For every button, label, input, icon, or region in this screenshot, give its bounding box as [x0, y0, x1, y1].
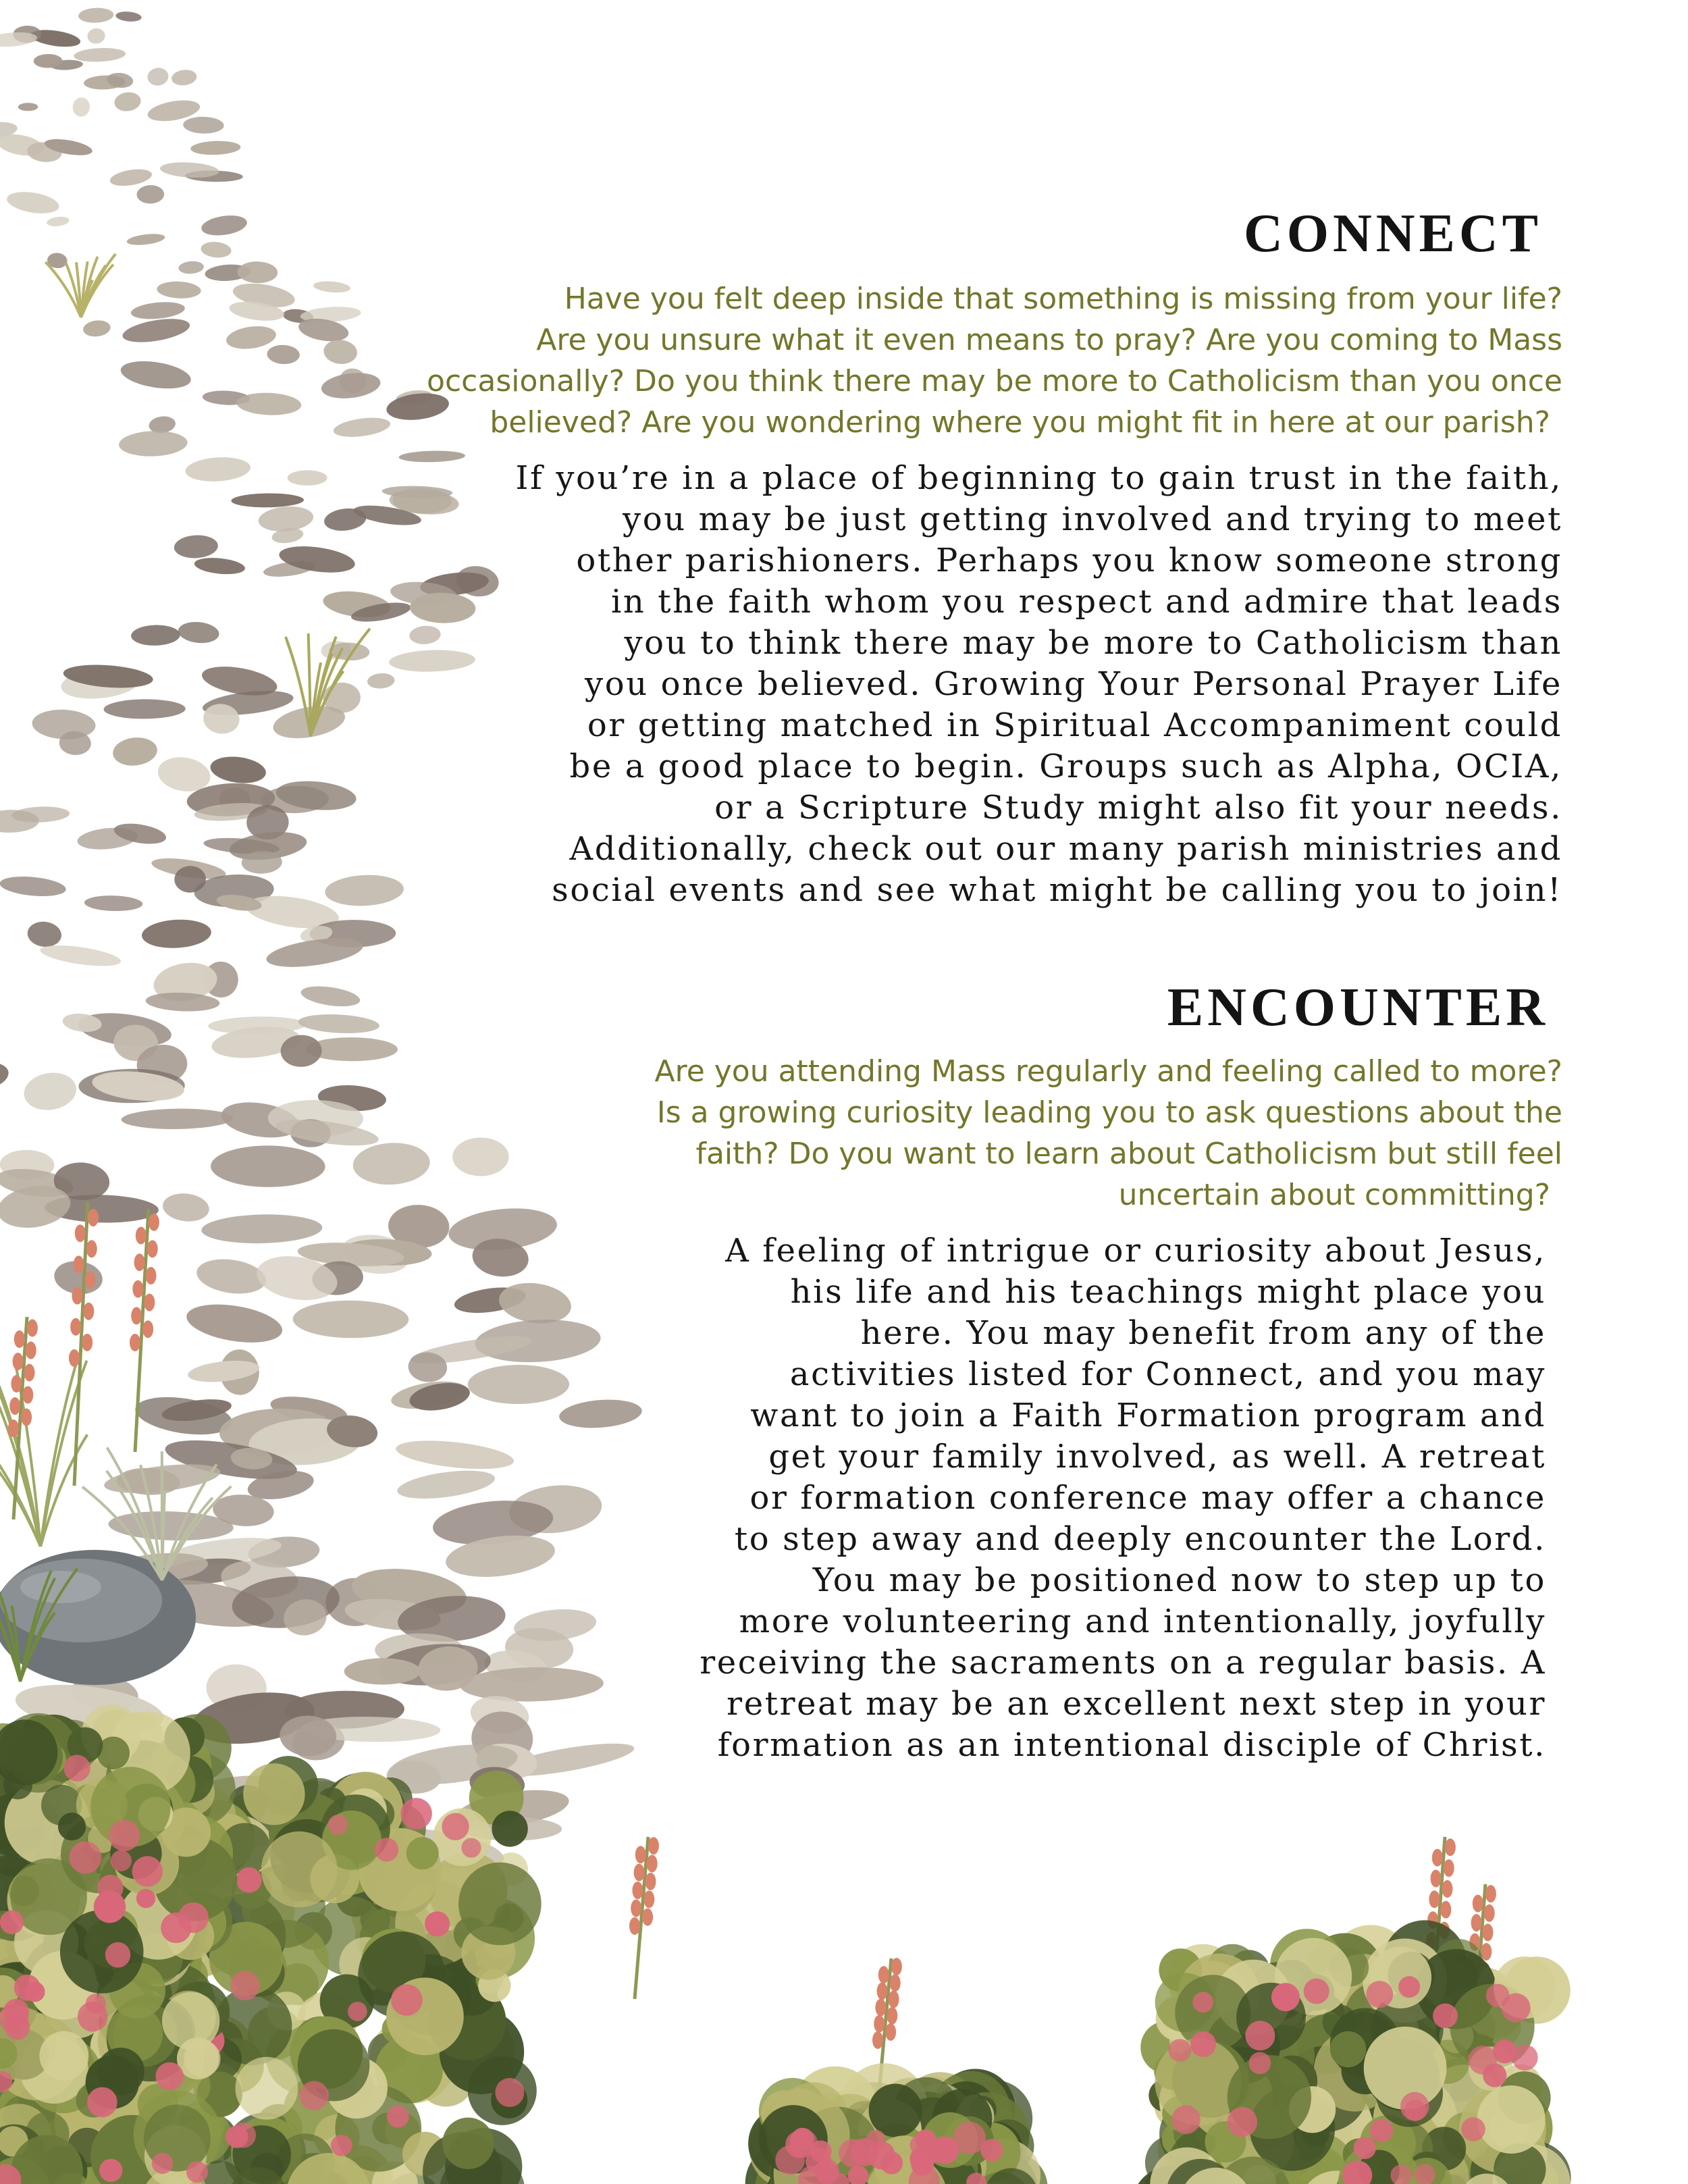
encounter-body-line: activities listed for Connect, and you may — [789, 1355, 1546, 1393]
flower-bud — [27, 1320, 38, 1337]
flower-bud — [69, 1349, 80, 1367]
flower-bud — [144, 1294, 155, 1311]
encounter-body-line: formation as an intentional disciple of Christ. — [717, 1726, 1546, 1764]
flower-bud — [131, 1307, 142, 1324]
connect-lead-line: Are you unsure what it even means to pray? Are you coming to Mass — [536, 323, 1562, 357]
pink-flower — [111, 1850, 132, 1871]
pink-flower — [1228, 2107, 1258, 2137]
pink-flower — [1404, 2100, 1426, 2121]
flower-bud — [83, 1303, 94, 1320]
flower-bud — [1483, 1924, 1494, 1942]
pink-flower — [1245, 2021, 1275, 2050]
pink-flower — [391, 1984, 423, 2016]
connect-section — [77, 204, 1562, 911]
pink-flower — [132, 1856, 163, 1886]
connect-body-line: social events and see what might be calling you to join! — [552, 871, 1562, 909]
encounter-body-line: here. You may benefit from any of the — [860, 1314, 1546, 1352]
flower-bud — [85, 1272, 96, 1289]
pink-flower — [980, 2139, 1003, 2161]
encounter-body — [280, 1230, 1546, 1766]
pink-flower — [3, 1999, 29, 2025]
stepping-stone — [121, 1108, 233, 1130]
connect-body-line: in the faith whom you respect and admire that leads — [610, 583, 1562, 621]
encounter-body-line: retreat may be an excellent next step in your — [727, 1685, 1546, 1723]
flower-bud — [891, 1958, 902, 1975]
stepping-stone — [115, 11, 142, 23]
encounter-lead-line: faith? Do you want to learn about Catholicism but still feel — [695, 1137, 1562, 1171]
stepping-stone — [5, 188, 61, 217]
encounter-lead-line: Is a growing curiosity leading you to ask questions about the — [656, 1095, 1562, 1130]
pink-flower — [1190, 2031, 1216, 2057]
flower-bud — [878, 1966, 889, 1983]
flower-bud — [889, 1991, 899, 2008]
stepping-stone — [86, 27, 106, 45]
pink-flower — [816, 2162, 839, 2184]
flower-bud — [22, 1386, 33, 1404]
flower-bud — [635, 1846, 646, 1863]
foliage — [261, 1831, 338, 1908]
flower-bud — [1485, 1885, 1496, 1902]
pink-flower — [136, 1889, 155, 1908]
connect-body-line: you may be just getting involved and trying to meet — [623, 500, 1562, 538]
connect-body-line: be a good place to begin. Groups such as Alpha, OCIA, — [569, 748, 1562, 785]
stepping-stone — [78, 7, 114, 24]
pink-flower — [425, 1911, 450, 1936]
pink-flower — [94, 1891, 126, 1923]
connect-body-line: you once believed. Growing Your Personal Prayer Life — [585, 665, 1562, 703]
stepping-stone — [0, 874, 67, 899]
pink-flower — [178, 1902, 209, 1933]
pink-flower — [300, 2081, 329, 2110]
foliage — [39, 2031, 88, 2081]
pink-flower — [442, 1813, 469, 1840]
pink-flower — [14, 1975, 41, 2001]
pink-flower — [1502, 1994, 1531, 2023]
stepping-stone — [183, 116, 224, 134]
pink-flower — [1354, 2137, 1376, 2159]
flower-bud — [1432, 1849, 1443, 1867]
flower-bud — [24, 1364, 35, 1382]
flower-bud — [14, 1330, 25, 1348]
flower-bud — [134, 1253, 145, 1271]
pink-flower — [70, 1842, 102, 1874]
encounter-body-line: his life and his teachings might place you — [790, 1273, 1546, 1311]
encounter-body-line: get your family involved, as well. A retreat — [768, 1438, 1546, 1476]
stepping-stone — [74, 47, 126, 63]
flower-bud — [9, 1397, 20, 1415]
pink-flower — [78, 2002, 108, 2032]
connect-body-line: Additionally, check out our many parish ministries and — [569, 830, 1562, 868]
connect-title: CONNECT — [1243, 204, 1542, 263]
flower-bud — [147, 1240, 158, 1257]
flower-bud — [75, 1224, 86, 1242]
flower-bud — [88, 1209, 99, 1226]
encounter-section — [280, 978, 1562, 1766]
stepping-stone — [46, 215, 70, 228]
encounter-body-line: or formation conference may offer a chance — [749, 1479, 1546, 1517]
flower-bud — [629, 1917, 640, 1935]
pink-flower — [231, 2123, 256, 2148]
pink-flower — [461, 1838, 481, 1858]
flower-bud — [1444, 1859, 1454, 1877]
foliage — [162, 1992, 219, 2050]
flower-bud — [11, 1375, 22, 1393]
flower-bud — [875, 1999, 886, 2017]
pink-flower — [331, 2135, 352, 2156]
pink-flower — [785, 2131, 813, 2158]
pink-flower — [1366, 1981, 1393, 2008]
encounter-body-line: to step away and deeply encounter the Lord. — [734, 1520, 1546, 1558]
stepping-stone — [171, 68, 198, 86]
foliage — [458, 1863, 542, 1946]
encounter-title: ENCOUNTER — [1167, 978, 1549, 1037]
pink-flower — [1493, 2039, 1516, 2063]
foliage — [60, 1910, 144, 1994]
flower-bud — [645, 1873, 656, 1890]
pink-flower — [186, 2161, 208, 2183]
foliage — [236, 2057, 298, 2120]
flower-bud — [1484, 1904, 1495, 1922]
encounter-body-line: want to join a Faith Formation program and — [750, 1397, 1546, 1434]
encounter-body-line: more volunteering and intentionally, joyfully — [739, 1603, 1546, 1640]
flower-bud — [26, 1342, 36, 1359]
foliage — [442, 2118, 494, 2169]
pink-flower — [99, 2159, 122, 2182]
flower-bud — [136, 1227, 147, 1245]
stepping-stone — [147, 66, 169, 86]
connect-body — [77, 458, 1562, 911]
pink-flower — [1192, 1992, 1213, 2012]
flower-bud — [1431, 1870, 1442, 1888]
flower-bud — [872, 2031, 883, 2049]
stepping-stone — [141, 918, 212, 950]
stepping-stone — [0, 1058, 11, 1093]
pink-flower — [1433, 2004, 1458, 2029]
flower-bud — [86, 1240, 97, 1257]
flower-bud — [648, 1837, 659, 1854]
pink-flower — [1461, 2117, 1485, 2141]
connect-lead-line: believed? Are you wondering where you might fit in here at our parish? — [490, 405, 1550, 440]
flower-bud — [1473, 1895, 1483, 1913]
flower-bud — [632, 1881, 643, 1899]
pink-flower — [911, 2153, 934, 2176]
flower-bud — [631, 1900, 641, 1917]
flower-bud — [130, 1334, 140, 1351]
flower-bud — [70, 1318, 81, 1336]
stepping-stone — [136, 185, 164, 204]
pink-flower — [1169, 2039, 1192, 2062]
pink-flower — [851, 2138, 879, 2166]
foliage — [492, 1811, 527, 1846]
pink-flower — [0, 1910, 24, 1934]
pink-flower — [931, 2137, 959, 2164]
pink-flower — [63, 1755, 90, 1782]
pink-flower — [87, 2087, 117, 2118]
pink-flower — [155, 2062, 184, 2091]
stepping-stone — [18, 103, 38, 111]
connect-body-line: you to think there may be more to Catholicism than — [624, 624, 1562, 662]
stepping-stone — [190, 140, 241, 156]
pink-flower — [387, 2106, 409, 2128]
connect-body-line: other parishioners. Perhaps you know someone strong — [576, 542, 1562, 579]
connect-lead — [77, 278, 1562, 443]
pink-flower — [328, 1815, 348, 1835]
pink-flower — [1304, 1979, 1329, 2004]
stepping-stone — [145, 991, 220, 1013]
pink-flower — [1249, 2052, 1271, 2075]
foliage — [869, 2084, 922, 2137]
flower-bud — [82, 1334, 93, 1351]
stepping-stone — [21, 1069, 79, 1114]
flower-bud — [877, 1982, 888, 2000]
stepping-stone — [161, 1191, 211, 1224]
flower-bud — [8, 1420, 19, 1437]
pink-flower — [375, 1838, 398, 1861]
flower-bud — [146, 1267, 157, 1284]
stepping-stone — [184, 1299, 285, 1349]
flower-bud — [74, 1255, 84, 1273]
pink-flower — [1370, 2119, 1394, 2143]
stepping-stone — [113, 90, 142, 113]
flower-bud — [132, 1280, 143, 1298]
flower-bud — [885, 2023, 896, 2041]
flower-bud — [1429, 1890, 1440, 1908]
flower-bud — [72, 1287, 82, 1305]
flower-bud — [890, 1974, 901, 1992]
flower-bud — [874, 2015, 885, 2033]
pink-flower — [1398, 1976, 1420, 1998]
encounter-body-line: receiving the sacraments on a regular basis. A — [700, 1644, 1546, 1682]
connect-lead-line: occasionally? Do you think there may be more to Catholicism than you once — [427, 364, 1562, 398]
connect-body-line: or getting matched in Spiritual Accompaniment could — [587, 706, 1562, 744]
flower-bud — [1471, 1914, 1482, 1931]
flower-bud — [1445, 1838, 1456, 1856]
encounter-lead-line: Are you attending Mass regularly and feeling called to more? — [654, 1054, 1562, 1089]
pink-flower — [109, 1820, 140, 1851]
stepping-stone — [72, 97, 91, 118]
flowering-shrubs — [0, 1705, 1571, 2184]
flower-bud — [13, 1353, 24, 1370]
stepping-stone — [109, 167, 153, 189]
stepping-stone — [133, 1391, 235, 1440]
connect-lead-line: Have you felt deep inside that something is missing from your life? — [564, 282, 1562, 316]
flower-bud — [887, 2007, 897, 2025]
pink-flower — [236, 1867, 262, 1893]
foliage — [58, 1813, 86, 1840]
foliage — [1477, 2085, 1546, 2154]
flower-bud — [647, 1855, 658, 1873]
flower-bud — [142, 1320, 153, 1338]
foliage — [1330, 2031, 1366, 2067]
foliage — [243, 1763, 305, 1825]
flower-bud — [634, 1864, 645, 1881]
stepping-stone — [26, 920, 63, 949]
flower-bud — [21, 1409, 32, 1426]
connect-body-line: If you’re in a place of beginning to gain trust in the faith, — [515, 459, 1562, 497]
encounter-lead-line: uncertain about committing? — [1118, 1178, 1550, 1212]
pink-flower — [1271, 1983, 1300, 2011]
encounter-body-line: A feeling of intrigue or curiosity about Jesus, — [725, 1232, 1546, 1270]
foliage — [406, 1837, 439, 1869]
pink-flower — [1469, 2046, 1498, 2075]
pink-flower — [152, 2153, 173, 2174]
pink-flower — [495, 2078, 524, 2107]
pink-flower — [348, 2002, 367, 2021]
encounter-body-line: You may be positioned now to step up to — [812, 1561, 1546, 1599]
connect-body-line: or a Scripture Study might also fit your needs. — [714, 789, 1562, 827]
flower-bud — [1442, 1880, 1453, 1898]
flower-bud — [1440, 1901, 1451, 1919]
flower-bud — [642, 1908, 653, 1926]
pink-flower — [400, 1798, 432, 1829]
flower-bud — [643, 1890, 654, 1908]
encounter-lead — [280, 1051, 1562, 1216]
pink-flower — [230, 1971, 260, 2000]
pink-flower — [1171, 2106, 1201, 2135]
flower-bud — [149, 1214, 159, 1231]
pink-flower — [105, 1942, 131, 1968]
